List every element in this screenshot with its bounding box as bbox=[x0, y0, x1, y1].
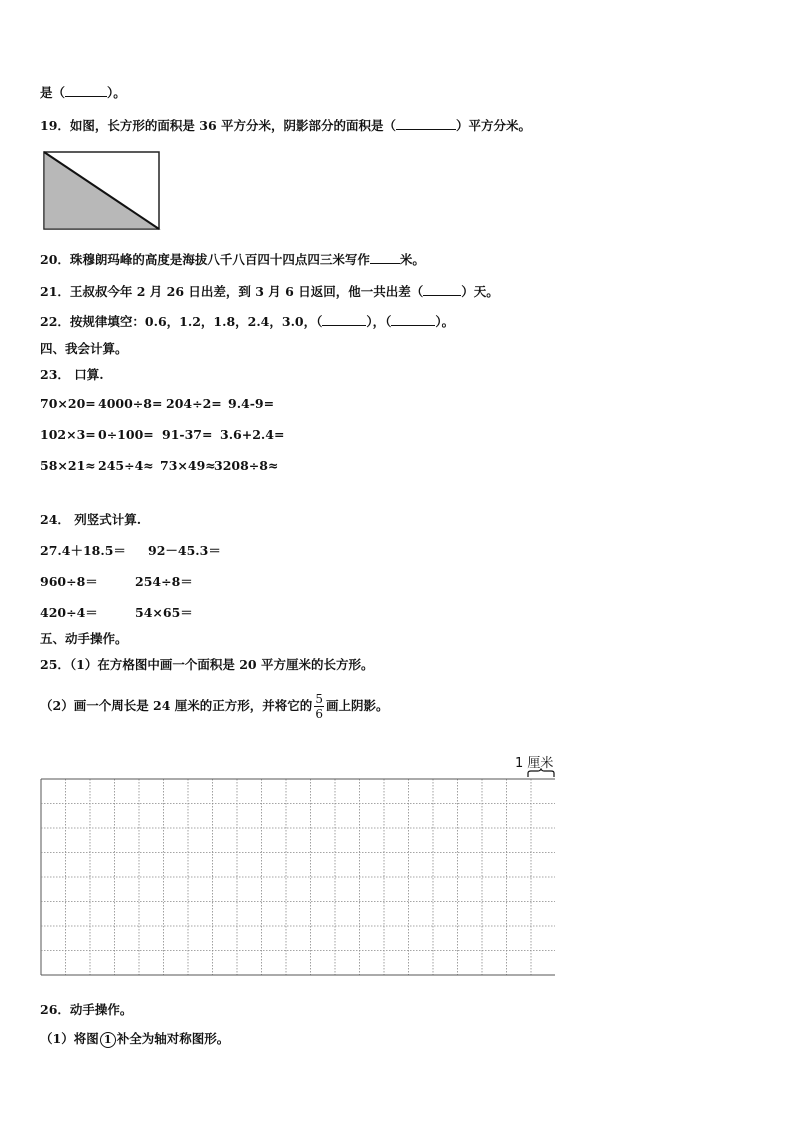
q18-tail-line bbox=[40, 83, 126, 101]
q26-part-1-line bbox=[40, 1029, 229, 1048]
q18-text-after: ）。 bbox=[107, 85, 126, 100]
q26-part-1-before: （1）将图 bbox=[40, 1031, 99, 1046]
q21-text-before: 21．王叔叔今年 2 月 26 日出差，到 3 月 6 日返回，他一共出差（ bbox=[40, 284, 424, 299]
q20-text-after: 米。 bbox=[399, 252, 425, 267]
q21-text-after: ）天。 bbox=[461, 284, 499, 299]
fraction-numerator: 5 bbox=[315, 692, 323, 706]
q19-text-after: ）平方分米。 bbox=[456, 118, 532, 133]
q25-part-2-line bbox=[40, 692, 388, 721]
q23-r2-c3: 91-37= bbox=[162, 427, 213, 442]
q22-text-mid: ），（ bbox=[366, 314, 392, 329]
q23-r1-c3: 204÷2= bbox=[166, 396, 222, 411]
q23-title: 23． 口算. bbox=[40, 367, 104, 382]
scale-brace-icon bbox=[527, 768, 555, 778]
q19-answer-blank[interactable] bbox=[396, 129, 456, 130]
q22-text-before: 22．按规律填空：0.6，1.2，1.8，2.4，3.0，（ bbox=[40, 314, 323, 329]
section-5-title: 五、动手操作。 bbox=[40, 631, 128, 646]
q26-title: 26．动手操作。 bbox=[40, 1002, 133, 1017]
q24-title: 24． 列竖式计算. bbox=[40, 512, 142, 527]
five-sixths-fraction bbox=[314, 692, 324, 721]
q23-r2-c2: 0÷100= bbox=[98, 427, 154, 442]
q21-answer-blank[interactable] bbox=[423, 295, 461, 296]
q23-r1-c1: 70×20= bbox=[40, 396, 96, 411]
circled-number-icon: 1 bbox=[100, 1032, 116, 1048]
q23-r3-c4: 3208÷8≈ bbox=[214, 458, 279, 473]
q22-line bbox=[40, 312, 454, 330]
q23-r1-c4: 9.4-9= bbox=[228, 396, 275, 411]
q23-r3-c1: 58×21≈ bbox=[40, 458, 96, 473]
q21-line bbox=[40, 282, 499, 300]
q24-r3-c2: 54×65＝ bbox=[135, 605, 193, 620]
q25-part-2-before: （2）画一个周长是 24 厘米的正方形，并将它的 bbox=[40, 698, 313, 713]
q24-row-3 bbox=[40, 603, 193, 621]
q23-r2-c4: 3.6+2.4= bbox=[220, 427, 285, 442]
q25-part-2-after: 画上阴影。 bbox=[325, 698, 389, 713]
q18-text-before: 是（ bbox=[40, 85, 66, 100]
q23-r2-c1: 102×3= bbox=[40, 427, 96, 442]
square-grid-paper[interactable] bbox=[40, 778, 555, 981]
q23-row-1 bbox=[40, 396, 274, 411]
q24-r2-c2: 254÷8＝ bbox=[135, 574, 193, 589]
q20-answer-blank[interactable] bbox=[370, 263, 400, 264]
q23-row-2 bbox=[40, 427, 284, 442]
q18-answer-blank[interactable] bbox=[65, 96, 107, 97]
q26-part-1-after: 补全为轴对称图形。 bbox=[116, 1031, 230, 1046]
q25-part-1: 25．（1）在方格图中画一个面积是 20 平方厘米的长方形。 bbox=[40, 657, 374, 672]
q23-r3-c2: 245÷4≈ bbox=[98, 458, 154, 473]
q24-r1-c1: 27.4＋18.5＝ bbox=[40, 543, 126, 558]
q24-r1-c2: 92－45.3＝ bbox=[148, 543, 221, 558]
scale-label: 1 厘米 bbox=[515, 756, 554, 771]
q22-answer-blank-1[interactable] bbox=[322, 325, 366, 326]
q24-row-1 bbox=[40, 541, 221, 559]
section-4-title: 四、我会计算。 bbox=[40, 341, 128, 356]
rectangle-shaded-triangle-figure bbox=[43, 151, 161, 231]
q20-line bbox=[40, 250, 425, 268]
q19-text-before: 19．如图，长方形的面积是 36 平方分米，阴影部分的面积是（ bbox=[40, 118, 396, 133]
q23-r3-c3: 73×49≈ bbox=[160, 458, 216, 473]
q23-row-3 bbox=[40, 458, 278, 473]
q24-r2-c1: 960÷8＝ bbox=[40, 574, 98, 589]
q22-text-after: ）。 bbox=[435, 314, 455, 329]
q24-r3-c1: 420÷4＝ bbox=[40, 605, 98, 620]
fraction-denominator: 6 bbox=[315, 707, 323, 721]
q20-text-before: 20．珠穆朗玛峰的高度是海拔八千八百四十四点四三米写作 bbox=[40, 252, 370, 267]
q23-r1-c2: 4000÷8= bbox=[98, 396, 163, 411]
q19-line bbox=[40, 116, 531, 134]
q24-row-2 bbox=[40, 572, 193, 590]
q22-answer-blank-2[interactable] bbox=[391, 325, 435, 326]
